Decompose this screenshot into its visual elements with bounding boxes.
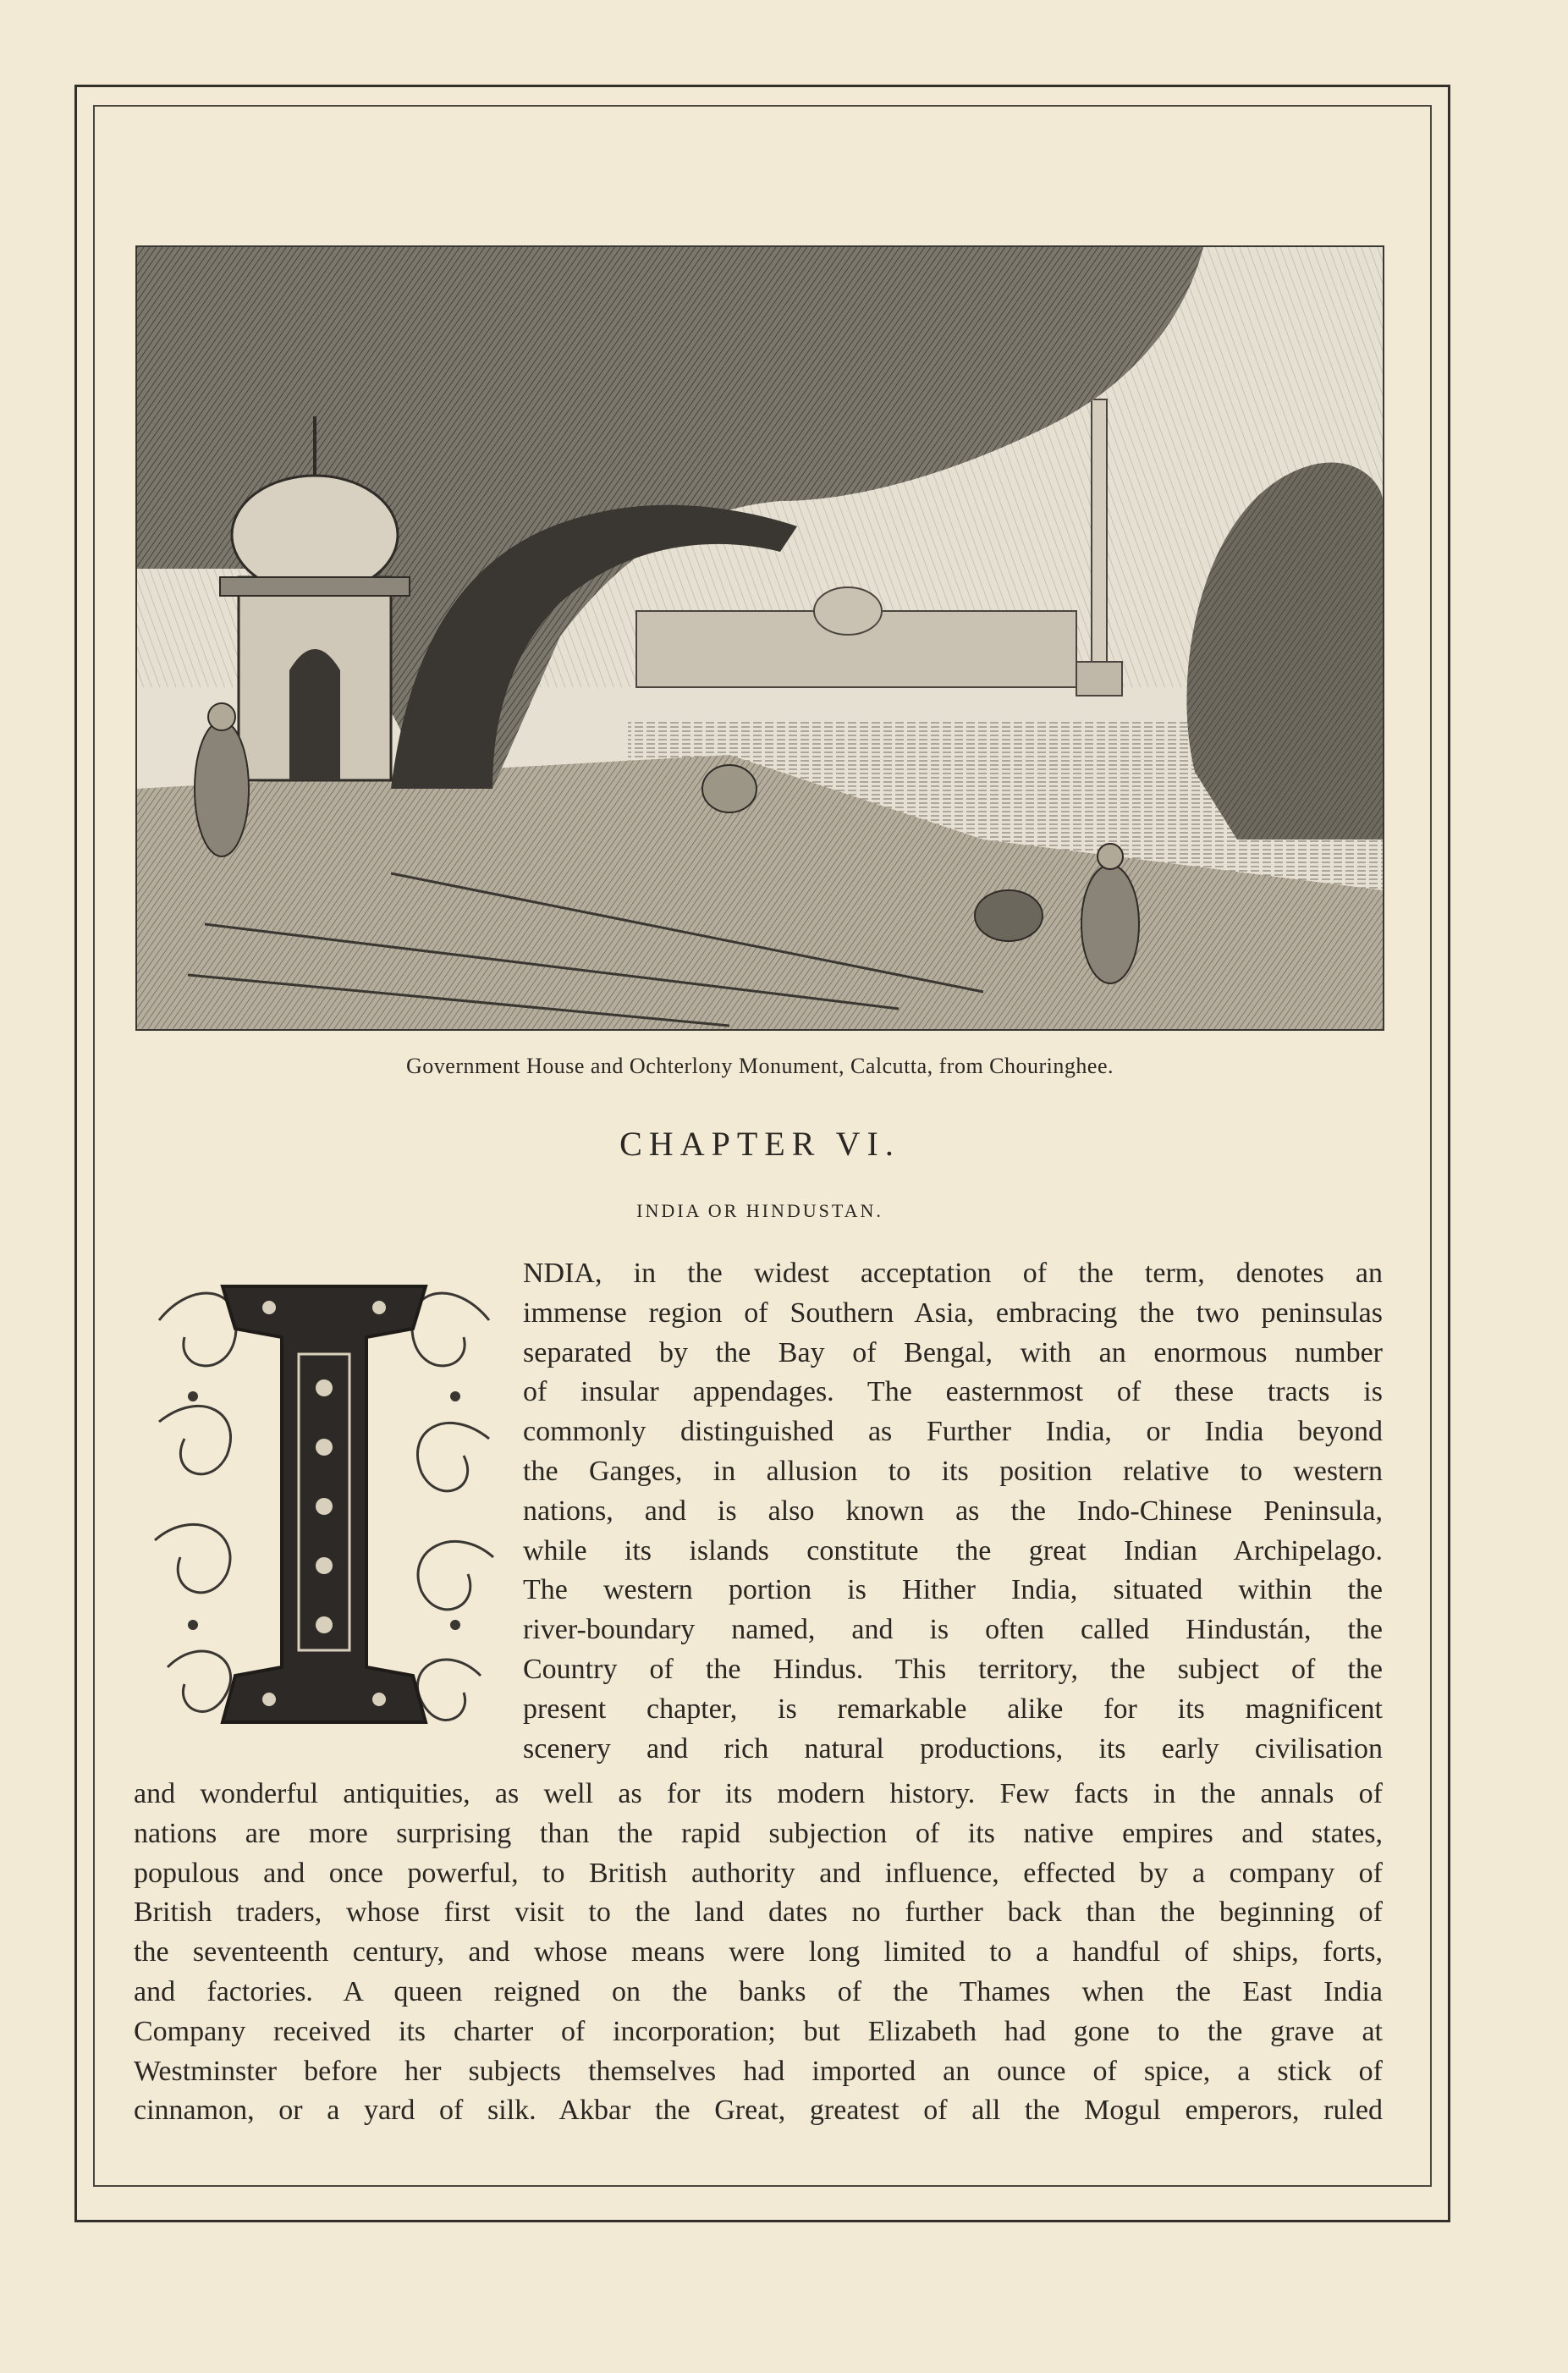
lead-line: nations, and is also known as the Indo-Chinese Peninsula, [523, 1495, 1383, 1527]
lead-line: scenery and rich natural productions, its early civilisation [523, 1732, 1383, 1765]
body-line: Westminster before her subjects themselves had imported an ounce of spice, a stick of [134, 2055, 1383, 2087]
body-line: Company received its charter of incorporation; but Elizabeth had gone to the grave at [134, 2015, 1383, 2047]
chapter-title: CHAPTER VI. [619, 1125, 900, 1163]
lead-line: The western portion is Hither India, situated within the [523, 1574, 1383, 1606]
lead-line: the Ganges, in allusion to its position relative to western [523, 1455, 1383, 1487]
lead-line: separated by the Bay of Bengal, with an enormous number [523, 1336, 1383, 1368]
lead-line: immense region of Southern Asia, embracing the two peninsulas [523, 1297, 1383, 1329]
illustration-caption: Government House and Ochterlony Monument, Calcutta, from Chouringhee. [406, 1054, 1114, 1078]
ornamental-drop-cap [142, 1269, 506, 1743]
lead-line: of insular appendages. The easternmost of these tracts is [523, 1376, 1383, 1408]
body-line: cinnamon, or a yard of silk. Akbar the Great, greatest of all the Mogul emperors, ruled [134, 2095, 1383, 2127]
body-line: British traders, whose first visit to the land dates no further back than the beginning of [134, 1897, 1383, 1929]
lead-line: NDIA, in the widest acceptation of the term, denotes an [523, 1258, 1383, 1289]
engraving-illustration [135, 245, 1384, 1031]
body-paragraph [134, 1775, 1383, 2131]
body-line: nations are more surprising than the rapid subjection of its native empires and states, [134, 1817, 1383, 1849]
lead-line: while its islands constitute the great Indian Archipelago. [523, 1534, 1383, 1566]
lead-line: present chapter, is remarkable alike for its magnificent [523, 1693, 1383, 1725]
lead-line: Country of the Hindus. This territory, the subject of the [523, 1653, 1383, 1685]
body-line: and factories. A queen reigned on the banks of the Thames when the East India [134, 1975, 1383, 2007]
lead-line: river-boundary named, and is often called Hindustán, the [523, 1614, 1383, 1646]
body-line: and wonderful antiquities, as well as for its modern history. Few facts in the annals of [134, 1778, 1383, 1809]
lead-line: commonly distinguished as Further India, or India beyond [523, 1416, 1383, 1448]
body-line: populous and once powerful, to British authority and influence, effected by a company of [134, 1857, 1383, 1889]
chapter-subtitle: INDIA OR HINDUSTAN. [636, 1200, 883, 1221]
body-line: the seventeenth century, and whose means were long limited to a handful of ships, forts, [134, 1936, 1383, 1968]
lead-paragraph [523, 1254, 1383, 1769]
drop-cap-letter: I [142, 1269, 143, 1270]
